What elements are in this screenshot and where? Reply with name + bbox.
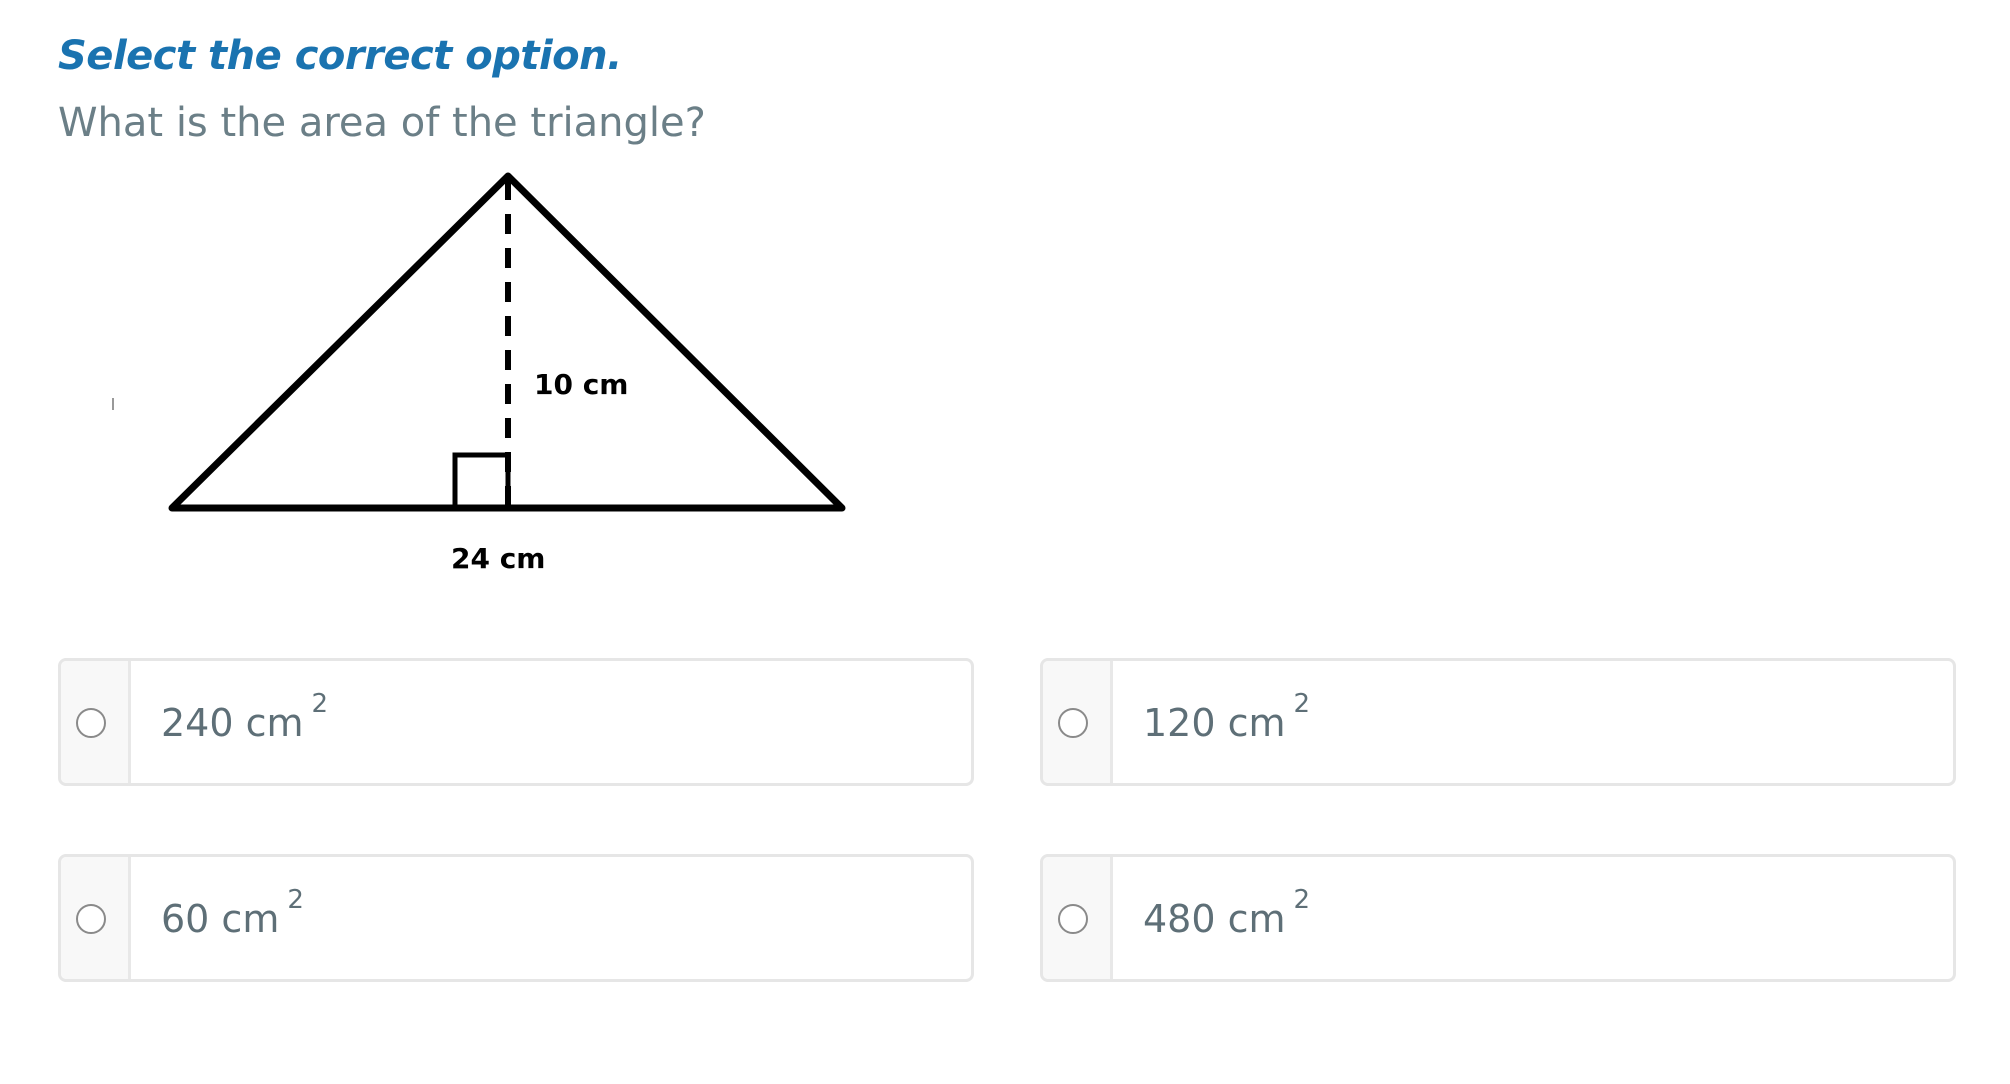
- right-angle-marker: [455, 455, 508, 508]
- triangle-figure: [100, 160, 900, 600]
- radio-cell: [61, 857, 131, 979]
- option-label: 240 cm $^2$: [161, 689, 329, 745]
- radio-button[interactable]: [76, 708, 106, 738]
- option-60[interactable]: [58, 854, 974, 982]
- radio-button[interactable]: [1058, 904, 1088, 934]
- option-label: 480 cm $^2$: [1143, 885, 1311, 941]
- question-text: What is the area of the triangle?: [58, 100, 706, 146]
- radio-cell: [1043, 857, 1113, 979]
- option-label: 120 cm $^2$: [1143, 689, 1311, 745]
- instruction-heading: Select the correct option.: [58, 33, 622, 79]
- base-label: 24 cm: [451, 542, 546, 575]
- option-label: 60 cm $^2$: [161, 885, 304, 941]
- option-120[interactable]: [1040, 658, 1956, 786]
- radio-button[interactable]: [76, 904, 106, 934]
- radio-button[interactable]: [1058, 708, 1088, 738]
- option-240[interactable]: [58, 658, 974, 786]
- radio-cell: [1043, 661, 1113, 783]
- option-480[interactable]: [1040, 854, 1956, 982]
- radio-cell: [61, 661, 131, 783]
- height-label: 10 cm: [534, 368, 629, 401]
